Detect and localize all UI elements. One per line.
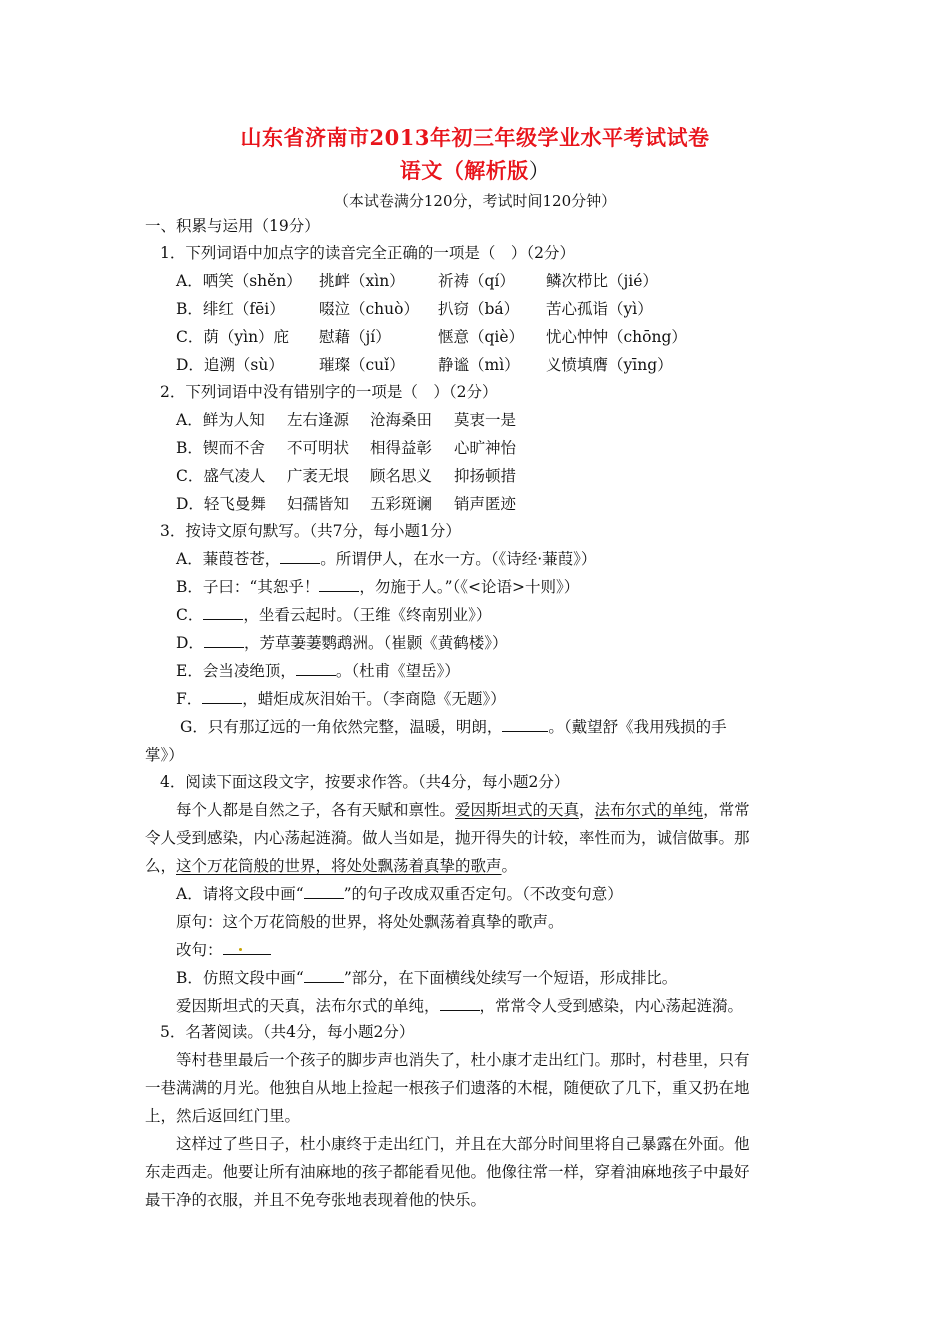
q1-c-2: 慰藉（jí） xyxy=(319,328,391,346)
q1-d-4: 义愤填膺（yīng） xyxy=(546,356,673,374)
q4-stem: 4．阅读下面这段文字，按要求作答。（共4分，每小题2分） xyxy=(160,773,570,791)
q2-d-2: 妇孺皆知 xyxy=(287,495,350,513)
q4-p1-b: ， xyxy=(579,801,595,819)
q3-b-post: ，勿施于人。”（《<论语>十则》） xyxy=(359,578,580,596)
q2-b-2: 不可明状 xyxy=(287,439,350,457)
q1-c-1: C．荫（yìn）庇 xyxy=(176,328,290,346)
q4-passage-line1 xyxy=(176,800,750,820)
q1-d-1: D．追溯（sù） xyxy=(176,356,284,374)
q3-item-g xyxy=(180,717,727,737)
q1-a-2: 挑衅（xìn） xyxy=(319,272,405,290)
q4-rewrite xyxy=(176,940,271,960)
subtitle-main: 语文（解析版 xyxy=(399,158,529,183)
q4-b-pre: B．仿照文段中画“ xyxy=(176,969,304,987)
exam-title: 山东省济南市2013年初三年级学业水平考试试卷 xyxy=(240,125,710,150)
q1-option-d xyxy=(176,355,876,375)
q5-passage-line6: 最干净的衣服，并且不免夸张地表现着他的快乐。 xyxy=(145,1191,487,1209)
q3-a-pre: A．蒹葭苍苍， xyxy=(176,550,281,568)
q3-d-pre: D． xyxy=(176,634,204,652)
q3-g-pre: G．只有那辽远的一角依然完整，温暖，明朗， xyxy=(180,718,503,736)
q5-passage-line3: 上，然后返回红门里。 xyxy=(145,1107,301,1125)
q4-item-b xyxy=(176,968,677,988)
q4-a-pre: A．请将文段中画“ xyxy=(176,885,304,903)
q3-item-e xyxy=(176,661,460,681)
q5-stem: 5．名著阅读。（共4分，每小题2分） xyxy=(160,1023,415,1041)
q2-a-2: 左右逢源 xyxy=(287,411,350,429)
q4-p1-c: ，常常 xyxy=(703,801,750,819)
q3-c-pre: C． xyxy=(176,606,204,624)
q4-item-a xyxy=(176,884,623,904)
q5-passage-line5: 东走西走。他要让所有油麻地的孩子都能看见他。他像往常一样，穿着油麻地孩子中最好 xyxy=(145,1163,750,1181)
q3-item-g-cont: 掌》） xyxy=(145,746,184,764)
blank-marker xyxy=(304,968,344,983)
q4-ex-pre: 爱因斯坦式的天真，法布尔式的单纯， xyxy=(176,997,440,1015)
q3-b-pre: B．子曰：“其恕乎！ xyxy=(176,578,320,596)
section-heading: 一、积累与运用（19分） xyxy=(145,217,320,235)
q4-ex-post: ，常常令人受到感染，内心荡起涟漪。 xyxy=(479,997,744,1015)
answer-blank[interactable] xyxy=(280,549,320,564)
q4-passage-line2: 令人受到感染，内心荡起涟漪。做人当如是，抛开得失的计较，率性而为，诚信做事。那 xyxy=(145,829,750,847)
underlined-phrase: 法布尔式的单纯 xyxy=(594,801,704,819)
exam-info: （本试卷满分120分，考试时间120分钟） xyxy=(333,192,617,210)
answer-blank[interactable] xyxy=(440,996,480,1011)
q3-item-c xyxy=(176,605,491,625)
q3-g-post: 。（戴望舒《我用残损的手 xyxy=(548,718,727,736)
q3-e-pre: E．会当凌绝顶， xyxy=(176,662,296,680)
underlined-sentence: 这个万花筒般的世界，将处处飘荡着真挚的歌声 xyxy=(176,857,502,875)
q1-a-1: A．哂笑（shěn） xyxy=(176,272,302,290)
q2-c-1: C．盛气凌人 xyxy=(176,467,266,485)
q1-c-3: 惬意（qiè） xyxy=(438,328,525,346)
q4-p3-a: 么， xyxy=(145,857,177,875)
q3-f-post: ，蜡炬成灰泪始干。（李商隐《无题》） xyxy=(242,690,506,708)
underlined-phrase: 爱因斯坦式的天真 xyxy=(455,801,580,819)
q1-b-2: 啜泣（chuò） xyxy=(319,300,419,318)
answer-blank[interactable] xyxy=(296,661,336,676)
answer-blank[interactable] xyxy=(202,689,242,704)
q1-c-4: 忧心忡忡（chōng） xyxy=(546,328,687,346)
q5-passage-line2: 一巷满满的月光。他独自从地上捡起一根孩子们遗落的木棍，随便砍了几下，重又扔在地 xyxy=(145,1079,750,1097)
q1-stem: 1．下列词语中加点字的读音完全正确的一项是（ ）（2分） xyxy=(160,244,575,262)
q3-item-f xyxy=(176,689,506,709)
q4-rewrite-label: 改句： xyxy=(176,941,223,959)
q3-stem: 3．按诗文原句默写。（共7分，每小题1分） xyxy=(160,522,461,540)
q1-option-b xyxy=(176,299,876,319)
q3-f-pre: F． xyxy=(176,690,203,708)
q3-a-post: 。所谓伊人，在水一方。（《诗经·蒹葭》） xyxy=(320,550,597,568)
q1-d-3: 静谧（mì） xyxy=(438,356,520,374)
q2-option-b xyxy=(176,438,776,458)
q3-item-d xyxy=(176,633,507,653)
q3-item-a xyxy=(176,549,596,569)
q2-option-a xyxy=(176,410,776,430)
answer-blank[interactable] xyxy=(502,717,548,732)
q4-passage-line3 xyxy=(145,856,517,876)
q1-a-3: 祈祷（qí） xyxy=(438,272,515,290)
q2-c-2: 广袤无垠 xyxy=(287,467,350,485)
q2-a-1: A．鲜为人知 xyxy=(176,411,265,429)
dot-mark xyxy=(239,948,242,951)
answer-blank[interactable] xyxy=(203,605,243,620)
q1-b-1: B．绯红（fēi） xyxy=(176,300,285,318)
q2-option-d xyxy=(176,494,776,514)
q2-d-3: 五彩斑谰 xyxy=(370,495,433,513)
answer-blank[interactable] xyxy=(204,633,244,648)
q4-b-post: ”部分，在下面横线处续写一个短语，形成排比。 xyxy=(343,969,678,987)
q3-c-post: ，坐看云起时。（王维《终南别业》） xyxy=(243,606,492,624)
answer-blank[interactable] xyxy=(223,940,271,955)
q4-original: 原句：这个万花筒般的世界，将处处飘荡着真挚的歌声。 xyxy=(176,913,564,931)
q2-a-4: 莫衷一是 xyxy=(454,411,517,429)
blank-marker xyxy=(304,884,344,899)
q3-d-post: ，芳草萋萋鹦鹉洲。（崔颢《黄鹤楼》） xyxy=(243,634,508,652)
q4-example xyxy=(176,996,743,1016)
q2-option-c xyxy=(176,466,776,486)
q2-d-1: D．轻飞曼舞 xyxy=(176,495,266,513)
q2-b-1: B．锲而不舍 xyxy=(176,439,265,457)
q5-passage-line4: 这样过了些日子，杜小康终于走出红门，并且在大部分时间里将自己暴露在外面。他 xyxy=(176,1135,750,1153)
q3-e-post: 。（杜甫《望岳》） xyxy=(335,662,460,680)
q1-b-4: 苦心孤诣（yì） xyxy=(546,300,653,318)
q1-a-4: 鳞次栉比（jié） xyxy=(546,272,658,290)
q1-option-c xyxy=(176,327,876,347)
q2-b-3: 相得益彰 xyxy=(370,439,433,457)
q2-c-3: 顾名思义 xyxy=(370,467,433,485)
q5-passage-line1: 等村巷里最后一个孩子的脚步声也消失了，杜小康才走出红门。那时，村巷里，只有 xyxy=(176,1051,750,1069)
q2-b-4: 心旷神怡 xyxy=(454,439,517,457)
q4-p3-b: 。 xyxy=(501,857,518,875)
q4-p1-a: 每个人都是自然之子，各有天赋和禀性。 xyxy=(176,801,456,819)
answer-blank[interactable] xyxy=(319,577,359,592)
q4-a-post: ”的句子改成双重否定句。（不改变句意） xyxy=(343,885,623,903)
q1-d-2: 璀璨（cuǐ） xyxy=(319,356,405,374)
subtitle-paren: ） xyxy=(528,159,551,183)
q2-stem: 2．下列词语中没有错别字的一项是（ ）（2分） xyxy=(160,383,498,401)
q3-item-b xyxy=(176,577,579,597)
q2-c-4: 抑扬顿措 xyxy=(454,467,517,485)
exam-subtitle xyxy=(0,155,950,185)
q1-option-a xyxy=(176,271,876,291)
q2-a-3: 沧海桑田 xyxy=(370,411,433,429)
q1-b-3: 扒窃（bá） xyxy=(438,300,520,318)
q2-d-4: 销声匿迹 xyxy=(454,495,517,513)
